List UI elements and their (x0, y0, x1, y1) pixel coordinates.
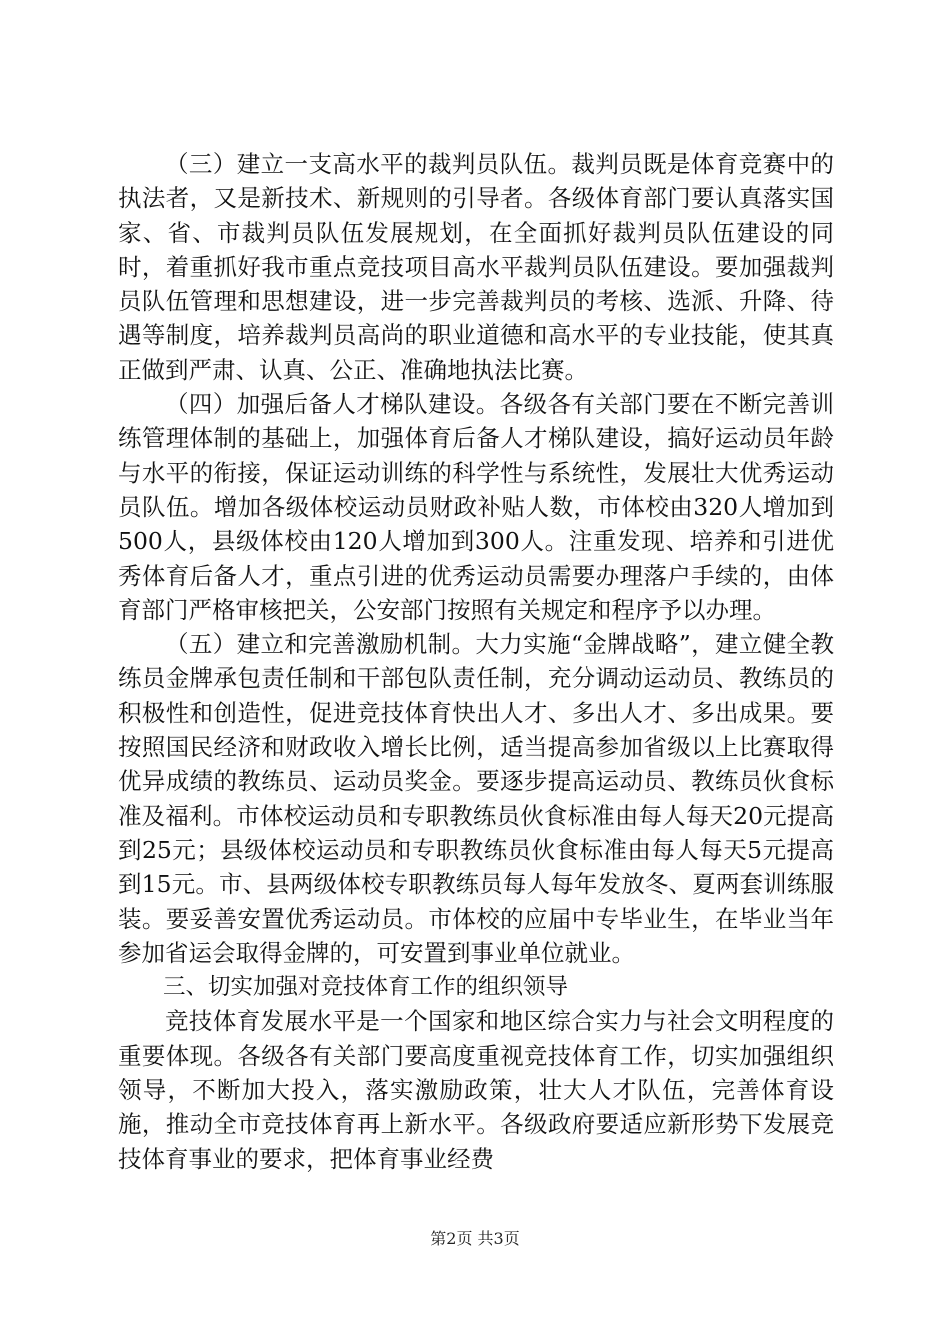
document-body (118, 147, 834, 1176)
paragraph-incentives: （五）建立和完善激励机制。大力实施“金牌战略”，建立健全教练员金牌承包责任制和干部包队责任制，充分调动运动员、教练员的积极性和创造性，促进竞技体育快出人才、多出人才、多出成果。要按照国民经济和财政收入增长比例，适当提高参加省级以上比赛取得优异成绩的教练员、运动员奖金。要逐步提高运动员、教练员伙食标准及福利。市体校运动员和专职教练员伙食标准由每人每天20元提高到25元；县级体校运动员和专职教练员伙食标准由每人每天5元提高到15元。市、县两级体校专职教练员每人每年发放冬、夏两套训练服装。要妥善安置优秀运动员。市体校的应届中专毕业生，在毕业当年参加省运会取得金牌的，可安置到事业单位就业。 (118, 630, 834, 967)
page-footer: 第2页 共3页 (430, 1229, 520, 1248)
paragraph-referees: （三）建立一支高水平的裁判员队伍。裁判员既是体育竞赛中的执法者，又是新技术、新规则的引导者。各级体育部门要认真落实国家、省、市裁判员队伍发展规划，在全面抓好裁判员队伍建设的同时，着重抓好我市重点竞技项目高水平裁判员队伍建设。要加强裁判员队伍管理和思想建设，进一步完善裁判员的考核、选派、升降、待遇等制度，培养裁判员高尚的职业道德和高水平的专业技能，使其真正做到严肃、认真、公正、准确地执法比赛。 (118, 150, 834, 384)
paragraph-leadership: 竞技体育发展水平是一个国家和地区综合实力与社会文明程度的重要体现。各级各有关部门要高度重视竞技体育工作，切实加强组织领导，不断加大投入，落实激励政策，壮大人才队伍，完善体育设施，推动全市竞技体育再上新水平。各级政府要适应新形势下发展竞技体育事业的要求，把体育事业经费 (118, 1007, 834, 1173)
section-heading: 三、切实加强对竞技体育工作的组织领导 (163, 974, 569, 1001)
paragraph-reserve-talent: （四）加强后备人才梯队建设。各级各有关部门要在不断完善训练管理体制的基础上，加强体育后备人才梯队建设，搞好运动员年龄与水平的衔接，保证运动训练的科学性与系统性，发展壮大优秀运动员队伍。增加各级体校运动员财政补贴人数，市体校由320人增加到500人，县级体校由120人增加到300人。注重发现、培养和引进优秀体育后备人才，重点引进的优秀运动员需要办理落户手续的，由体育部门严格审核把关，公安部门按照有关规定和程序予以办理。 (118, 390, 834, 624)
